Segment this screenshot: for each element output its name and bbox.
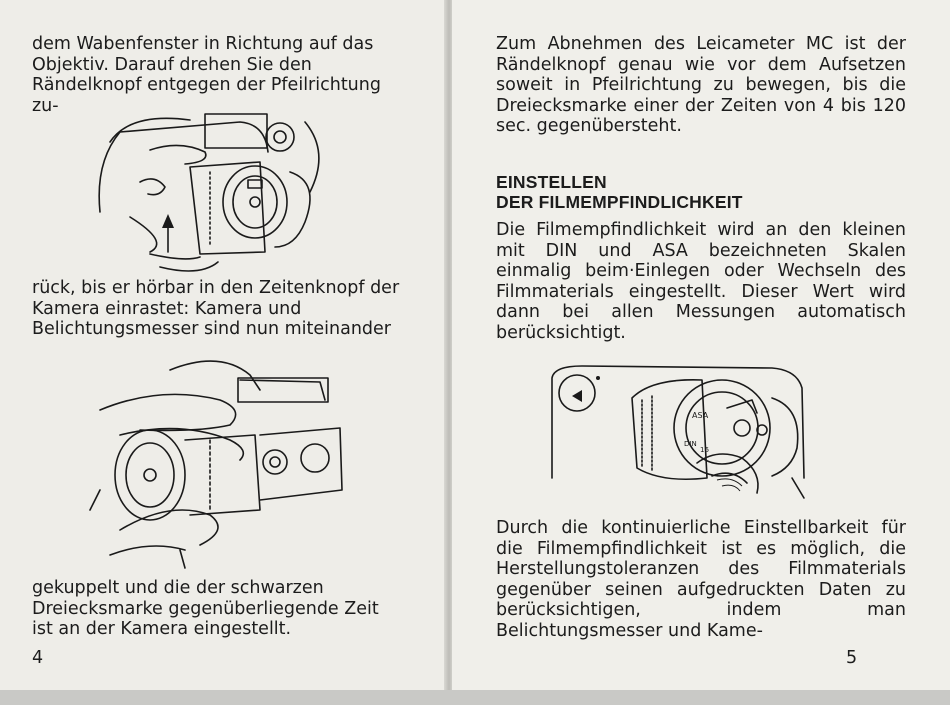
- right-paragraph-3: Durch die kontinuierliche Einstellbarkeit für die Filmempfindlichkeit ist es möglich, die Herstellungstoleranzen des Filmmaterials gegenüber seinen aufgedruckten Daten zu berücksichtigen, indem man Belichtungsmesser und Kame-: [496, 518, 906, 641]
- page-number-right: 5: [846, 648, 858, 668]
- dial-number-label: 16: [700, 446, 709, 454]
- right-paragraph-1: Zum Abnehmen des Leicameter MC ist der Rändelknopf genau wie vor dem Aufsetzen soweit in Pfeilrichtung zu bewegen, bis die Dreiecksmarke einer der Zeiten von 4 bis 120 sec. gegenübersteht.: [496, 34, 906, 136]
- section-heading: [496, 172, 896, 212]
- illustration-fingers-meter: [80, 340, 350, 570]
- illustration-asa-din-dial: [542, 358, 842, 508]
- left-paragraph-1: dem Wabenfenster in Richtung auf das Objektiv. Darauf drehen Sie den Rändelknopf entgegen der Pfeilrichtung zu-: [32, 34, 381, 116]
- heading-line-1: EINSTELLEN: [496, 172, 607, 192]
- left-page: [0, 0, 448, 690]
- left-paragraph-2: rück, bis er hörbar in den Zeitenknopf der Kamera einrastet: Kamera und Belichtungsmesser sind nun miteinander: [32, 278, 400, 339]
- illustration-camera-knob-arrow: [90, 102, 340, 277]
- heading-line-2: DER FILMEMPFINDLICHKEIT: [496, 192, 743, 212]
- right-page: [452, 0, 950, 690]
- right-paragraph-2: Die Filmempfindlichkeit wird an den kleinen mit DIN und ASA bezeichneten Skalen einmalig beim·Einlegen oder Wechseln des Filmmaterials eingestellt. Dieser Wert wird dann bei allen Messungen automatisch berücksichtigt.: [496, 220, 906, 343]
- left-paragraph-3: gekuppelt und die der schwarzen Dreiecksmarke gegenüberliegende Zeit ist an der Kamera eingestellt.: [32, 578, 379, 639]
- page-number-left: 4: [32, 648, 44, 668]
- dial-din-label: DIN: [684, 440, 697, 448]
- dial-asa-label: ASA: [692, 411, 709, 420]
